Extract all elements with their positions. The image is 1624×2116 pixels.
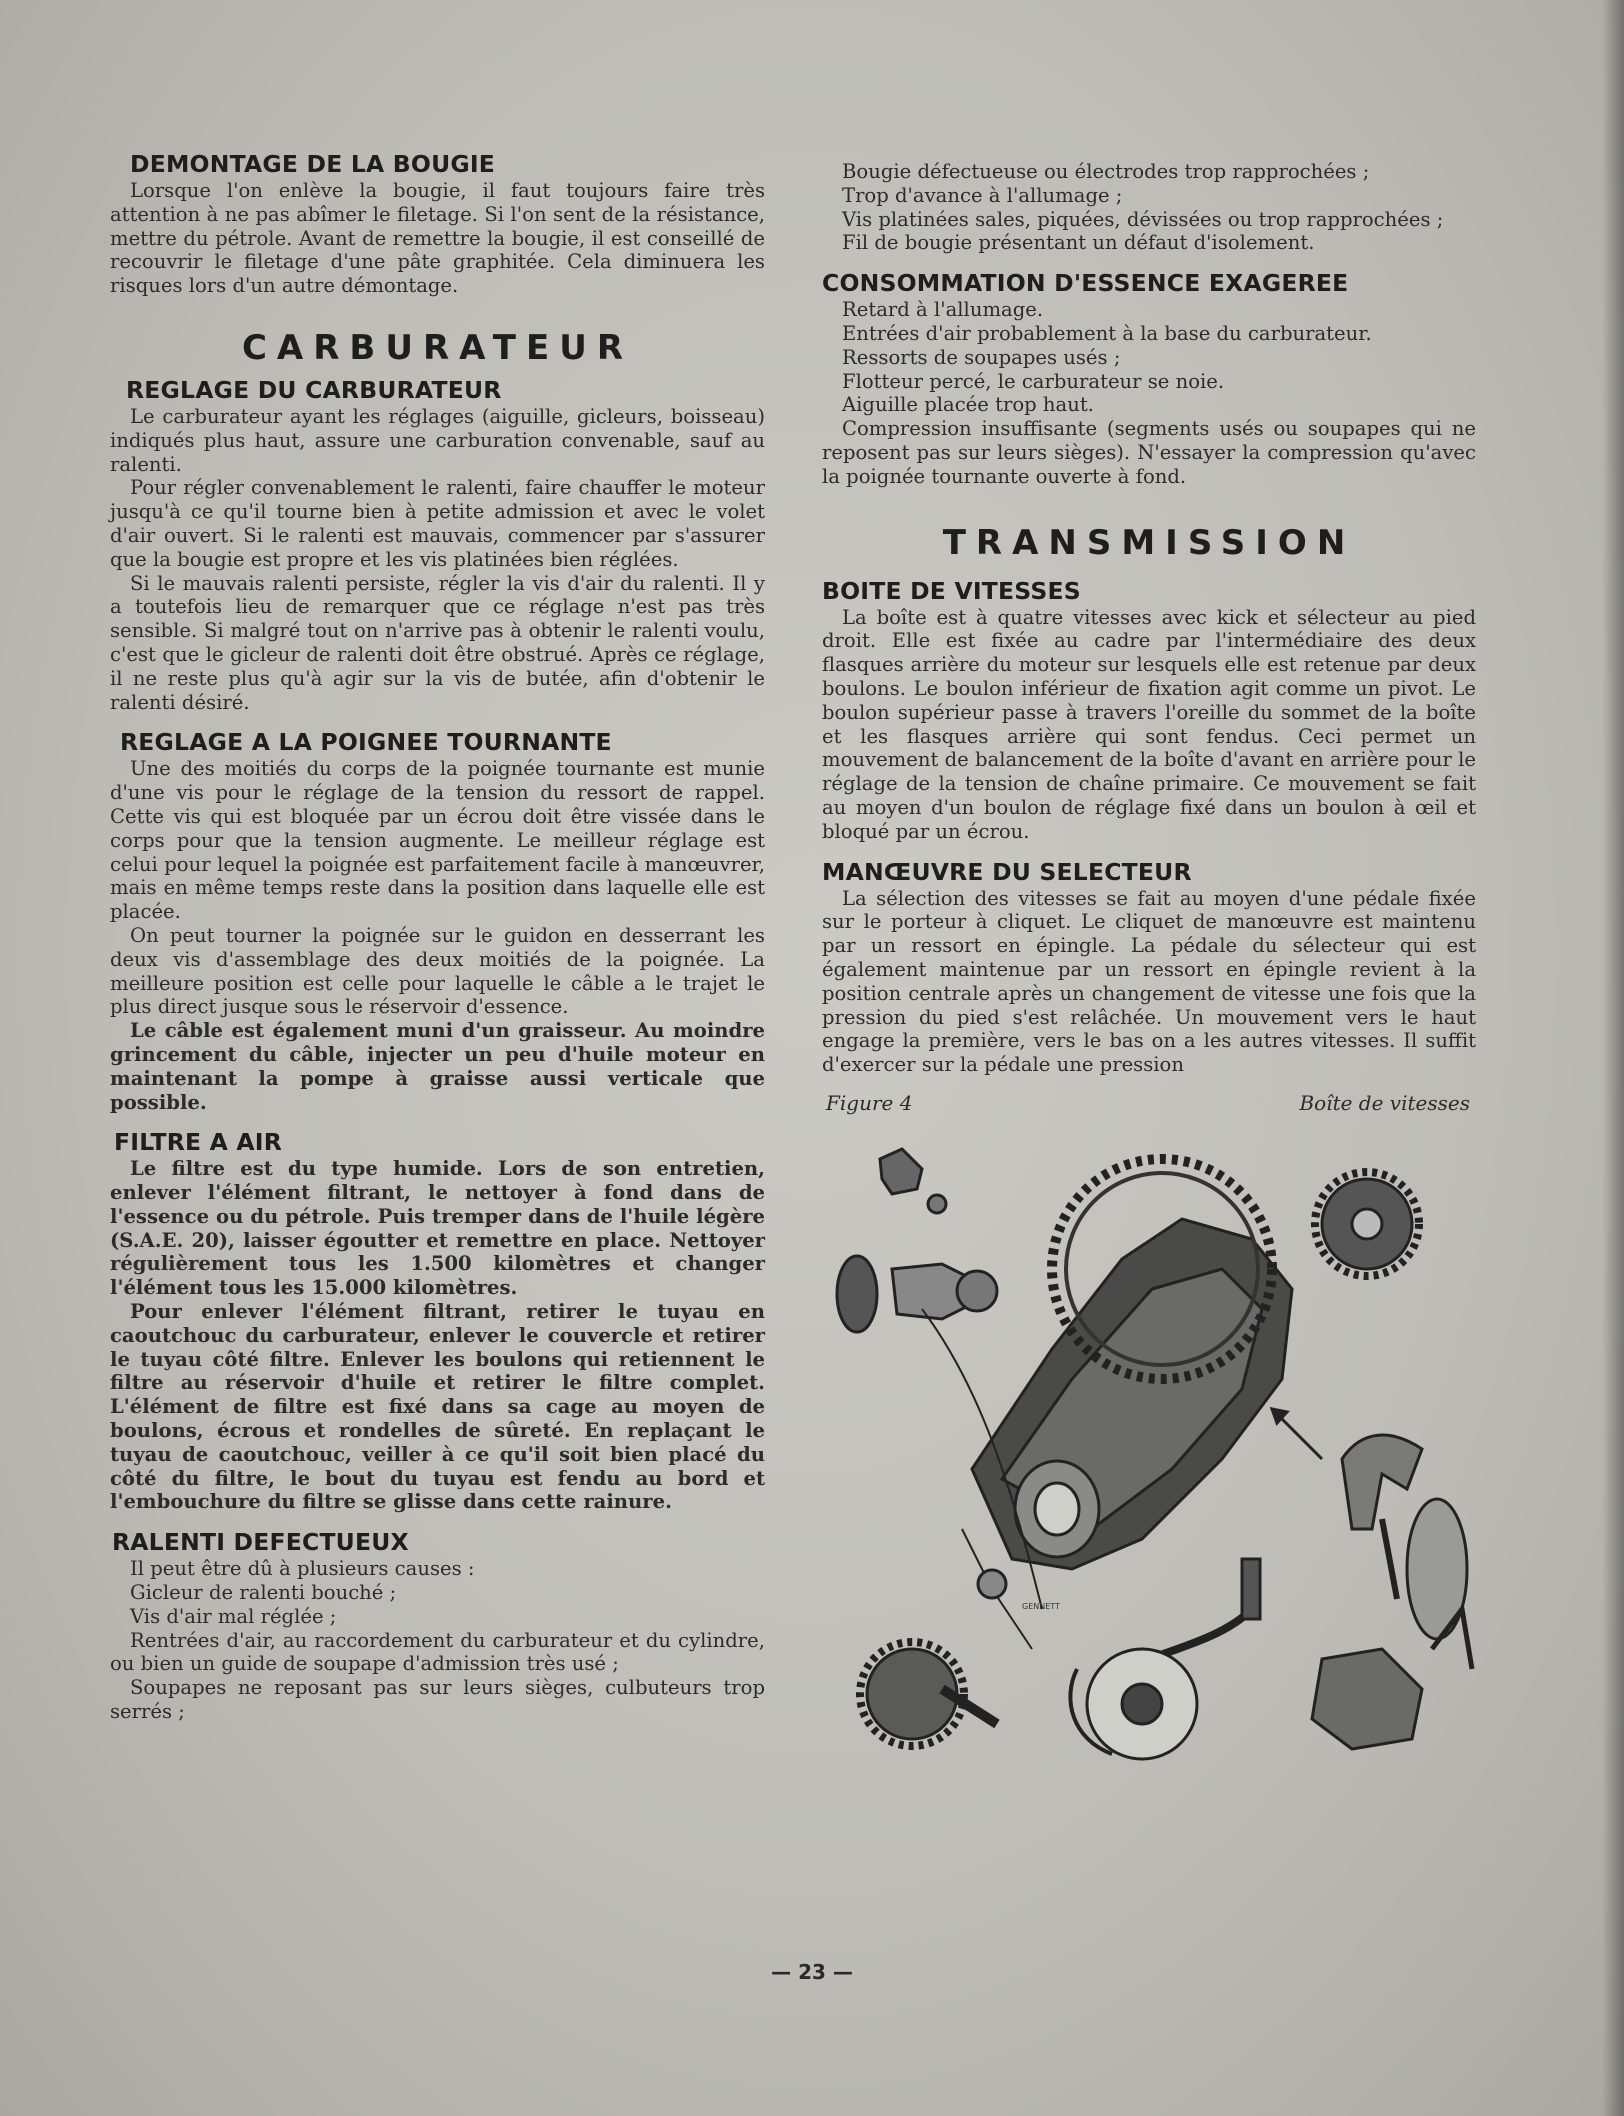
list-item: Bougie défectueuse ou électrodes trop rapprochées ; [842, 160, 1370, 183]
paragraph: Si le mauvais ralenti persiste, régler la vis d'air du ralenti. Il y a toutefois lieu de remarquer que ce réglage n'est pas très sensible. Si malgré tout on n'arrive pas à obtenir le ralenti voulu, c'est que le gicleur de ralenti doit être obstrué. Après ce réglage, il ne reste plus qu'à agir sur la vis de butée, afin d'obtenir le ralenti désiré. [110, 571, 765, 714]
pawl-part [880, 1149, 922, 1194]
section-filtre [110, 1128, 765, 1514]
section-title-reglage-poignee: REGLAGE A LA POIGNEE TOURNANTE [120, 728, 612, 757]
section-title-filtre: FILTRE A AIR [114, 1128, 283, 1157]
chapter-title-transmission: TRANSMISSION [942, 522, 1356, 563]
paragraph: Le filtre est du type humide. Lors de son entretien, enlever l'élément filtrant, le nettoyer à fond dans de l'essence ou du pétrole. Puis tremper dans de l'huile légère (S.A.E. 20), laisser égoutter et remettre en place. Nettoyer régulièrement tous les 1.500 kilomètres et changer l'élément tous les 15.000 kilomètres. [110, 1157, 765, 1300]
paragraph: Lorsque l'on enlève la bougie, il faut toujours faire très attention à ne pas abîmer le filetage. Si l'on sent de la résistance, mettre du pétrole. Avant de remettre la bougie, il est conseillé de recouvrir le filetage d'une pâte graphitée. Cela diminuera les risques lors d'un autre démontage. [110, 179, 765, 298]
paragraph: Une des moitiés du corps de la poignée tournante est munie d'une vis pour le réglage de la tension du ressort de rappel. Cette vis qui est bloquée par un écrou doit être vissée dans le corps pour que la tension augmente. Le meilleur réglage est celui pour lequel la poignée est parfaitement facile à manœuvrer, mais en même temps reste dans la position dans laquelle elle est placée. [110, 757, 765, 924]
section-manoeuvre [822, 858, 1476, 1077]
paragraph: Pour enlever l'élément filtrant, retirer le tuyau en caoutchouc du carburateur, enlever le couvercle et retirer le tuyau côté filtre. Enlever les boulons qui retiennent le filtre au réservoir d'huile et retirer le filtre complet. L'élément de filtre est fixé dans sa cage au moyen de boulons, écrous et rondelles de sûreté. En replaçant le tuyau de caoutchouc, veiller à ce qu'il soit bien placé du côté du filtre, le bout du tuyau est fendu au bord et l'embouchure du filtre se glisse dans cette rainure. [110, 1300, 765, 1514]
list-item: Fil de bougie présentant un défaut d'isolement. [842, 231, 1315, 255]
list-item: Compression insuffisante (segments usés ou soupapes qui ne reposent pas sur leurs sièges). N'essayer la compression qu'avec la poignée tournante ouverte à fond. [822, 417, 1476, 488]
list-item: Gicleur de ralenti bouché ; [130, 1581, 397, 1605]
paragraph: La sélection des vitesses se fait au moyen d'une pédale fixée sur le porteur à cliquet. Le cliquet de manœuvre est maintenu par un ressort en épingle. La pédale du sélecteur qui est également maintenue par un ressort en épingle revient à la position centrale après un changement de vitesse une fois que la pression du pied s'est relâchée. Un mouvement vers le haut engage la première, vers le bas on a les autres vitesses. Il suffit d'exercer sur la pédale une pression [822, 886, 1476, 1077]
section-consommation [822, 269, 1476, 488]
right-column [822, 150, 1476, 1773]
left-column [110, 150, 765, 1724]
figure-label: Figure 4 [826, 1090, 913, 1115]
list-item: Soupapes ne reposant pas sur leurs sièges, culbuteurs trop serrés ; [110, 1676, 765, 1724]
illustrator-signature: GENNETT [1022, 1601, 1060, 1611]
section-title-ralenti: RALENTI DEFECTUEUX [112, 1528, 409, 1557]
list-item: Rentrées d'air, au raccordement du carburateur et du cylindre, ou bien un guide de soupape d'admission très usé ; [110, 1628, 765, 1676]
section-continued [822, 160, 1476, 255]
list-item: Il peut être dû à plusieurs causes : [130, 1557, 475, 1581]
list-item: Retard à l'allumage. [842, 298, 1044, 322]
section-title-boite: BOITE DE VITESSES [822, 576, 1081, 605]
figure-title: Boîte de vitesses [1299, 1090, 1470, 1115]
list-item: Aiguille placée trop haut. [842, 393, 1094, 417]
list-item: Trop d'avance à l'allumage ; [842, 183, 1123, 207]
list-item: Vis platinées sales, piquées, dévissées ou trop rapprochées ; [842, 207, 1444, 231]
section-title-demontage: DEMONTAGE DE LA BOUGIE [130, 150, 496, 178]
section-title-consommation: CONSOMMATION D'ESSENCE EXAGEREE [822, 269, 1349, 298]
list-item: Entrées d'air probablement à la base du carburateur. [842, 321, 1372, 345]
section-title-manoeuvre: MANŒUVRE DU SELECTEUR [822, 857, 1192, 886]
section-boite [822, 577, 1476, 844]
gearbox-illustration [822, 1129, 1476, 1769]
paragraph: Pour régler convenablement le ralenti, faire chauffer le moteur jusqu'à ce qu'il tourne bien à petite admission et avec le volet d'air ouvert. Si le ralenti est mauvais, commencer par s'assurer que la bougie est propre et les vis platinées bien réglées. [110, 476, 765, 571]
ring-part [837, 1256, 877, 1332]
section-ralenti [110, 1528, 765, 1724]
list-item: Ressorts de soupapes usés ; [842, 345, 1121, 369]
section-reglage-poignee [110, 728, 765, 1114]
paragraph: On peut tourner la poignée sur le guidon en desserrant les deux vis d'assemblage des deux moitiés de la poignée. La meilleure position est celle pour laquelle le câble a le trajet le plus direct jusque sous le réservoir d'essence. [110, 923, 765, 1019]
list-item: Vis d'air mal réglée ; [130, 1604, 337, 1628]
list-item: Flotteur percé, le carburateur se noie. [842, 369, 1225, 393]
spring-assembly [1312, 1649, 1422, 1749]
shift-fork [1342, 1435, 1422, 1529]
chapter-title-carburateur: CARBURATEUR [241, 327, 634, 368]
section-demontage [110, 150, 765, 298]
page-number: — 23 — [771, 1960, 853, 1984]
paragraph: Le câble est également muni d'un graisseur. Au moindre grincement du câble, injecter un peu d'huile moteur en maintenant la pompe à graisse aussi verticale que possible. [110, 1019, 765, 1114]
section-title-reglage-carburateur: REGLAGE DU CARBURATEUR [126, 375, 502, 404]
paragraph: Le carburateur ayant les réglages (aiguille, gicleurs, boisseau) indiqués plus haut, assure une carburation convenable, sauf au ralenti. [110, 404, 765, 476]
figure-caption [822, 1091, 1476, 1115]
section-reglage-carburateur [110, 376, 765, 714]
page-edge-shadow [1602, 0, 1624, 2116]
paragraph: La boîte est à quatre vitesses avec kick et sélecteur au pied droit. Elle est fixée au cadre par l'intermédiaire des deux flasques arrière du moteur sur lesquels elle est retenue par deux boulons. Le boulon inférieur de fixation agit comme un pivot. Le boulon supérieur passe à travers l'oreille du sommet de la boîte et les flasques arrière qui sont fendus. Ceci permet un mouvement de balancement de la boîte d'avant en arrière pour le réglage de la tension de chaîne primaire. Ce mouvement se fait au moyen d'un boulon de réglage fixé dans un boulon à œil et bloqué par un écrou. [822, 605, 1476, 843]
